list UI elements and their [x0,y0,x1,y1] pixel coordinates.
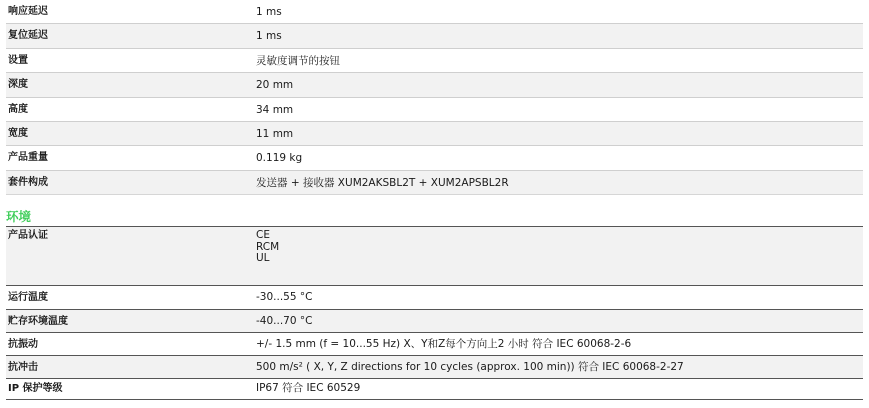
spec-value: 11 mm [256,127,294,140]
env-row-operating-temp [6,286,863,310]
env-label: 贮存环境温度 [8,316,68,327]
spec-label: 宽度 [8,127,28,139]
spec-label: 设置 [8,54,28,66]
spec-row-depth [6,73,863,97]
spec-label: 复位延迟 [8,30,48,42]
env-row-certifications [6,227,863,286]
env-value: IP67 符合 IEC 60529 [256,382,361,394]
spec-row-height [6,98,863,122]
env-row-shock [6,356,863,379]
spec-label: 产品重量 [8,152,48,164]
spec-value: 1 ms [256,6,282,18]
spec-value: 发送器 + 接收器 XUM2AKSBL2T + XUM2APSBL2R [256,176,509,189]
spec-value: 20 mm [256,79,294,92]
env-label: IP 保护等级 [8,383,63,394]
spec-row-width [6,122,863,146]
env-value-item: RCM [256,240,280,253]
env-row-vibration [6,333,863,356]
env-value-item: CE [256,229,270,241]
spec-value: 34 mm [256,103,294,116]
env-value: +/- 1.5 mm (f = 10...55 Hz) X、Y和Z每个方向上2 小时 符合 IEC 60068-2-6 [256,338,632,350]
env-row-storage-temp [6,310,863,333]
spec-label: 高度 [8,103,28,115]
spec-row-reset-delay [6,24,863,48]
env-value: 500 m/s² ( X, Y, Z directions for 10 cycles (approx. 100 min)) 符合 IEC 60068-2-27 [256,361,684,373]
spec-value: 1 ms [256,30,282,43]
spec-label: 深度 [8,79,28,91]
spec-row-kit [6,171,863,195]
env-label: 运行温度 [8,292,48,303]
env-value: -30...55 °C [256,291,313,303]
spec-row-response-delay [6,0,863,24]
spec-value: 0.119 kg [256,152,303,165]
spec-label: 套件构成 [8,176,48,188]
env-value-item: UL [256,252,270,264]
env-value: -40...70 °C [256,315,313,327]
env-label: 抗振动 [8,339,38,350]
spec-row-setting [6,49,863,73]
env-label: 抗冲击 [8,362,38,373]
environment-table [6,226,863,400]
spec-label: 响应延迟 [8,6,48,17]
env-value-list [254,230,863,265]
env-row-ip-rating [6,379,863,400]
spec-value: 灵敏度调节的按钮 [256,54,340,67]
section-title-environment: 环境 [6,209,32,224]
spec-row-weight [6,146,863,170]
specifications-table [6,0,863,195]
env-label: 产品认证 [8,230,48,241]
